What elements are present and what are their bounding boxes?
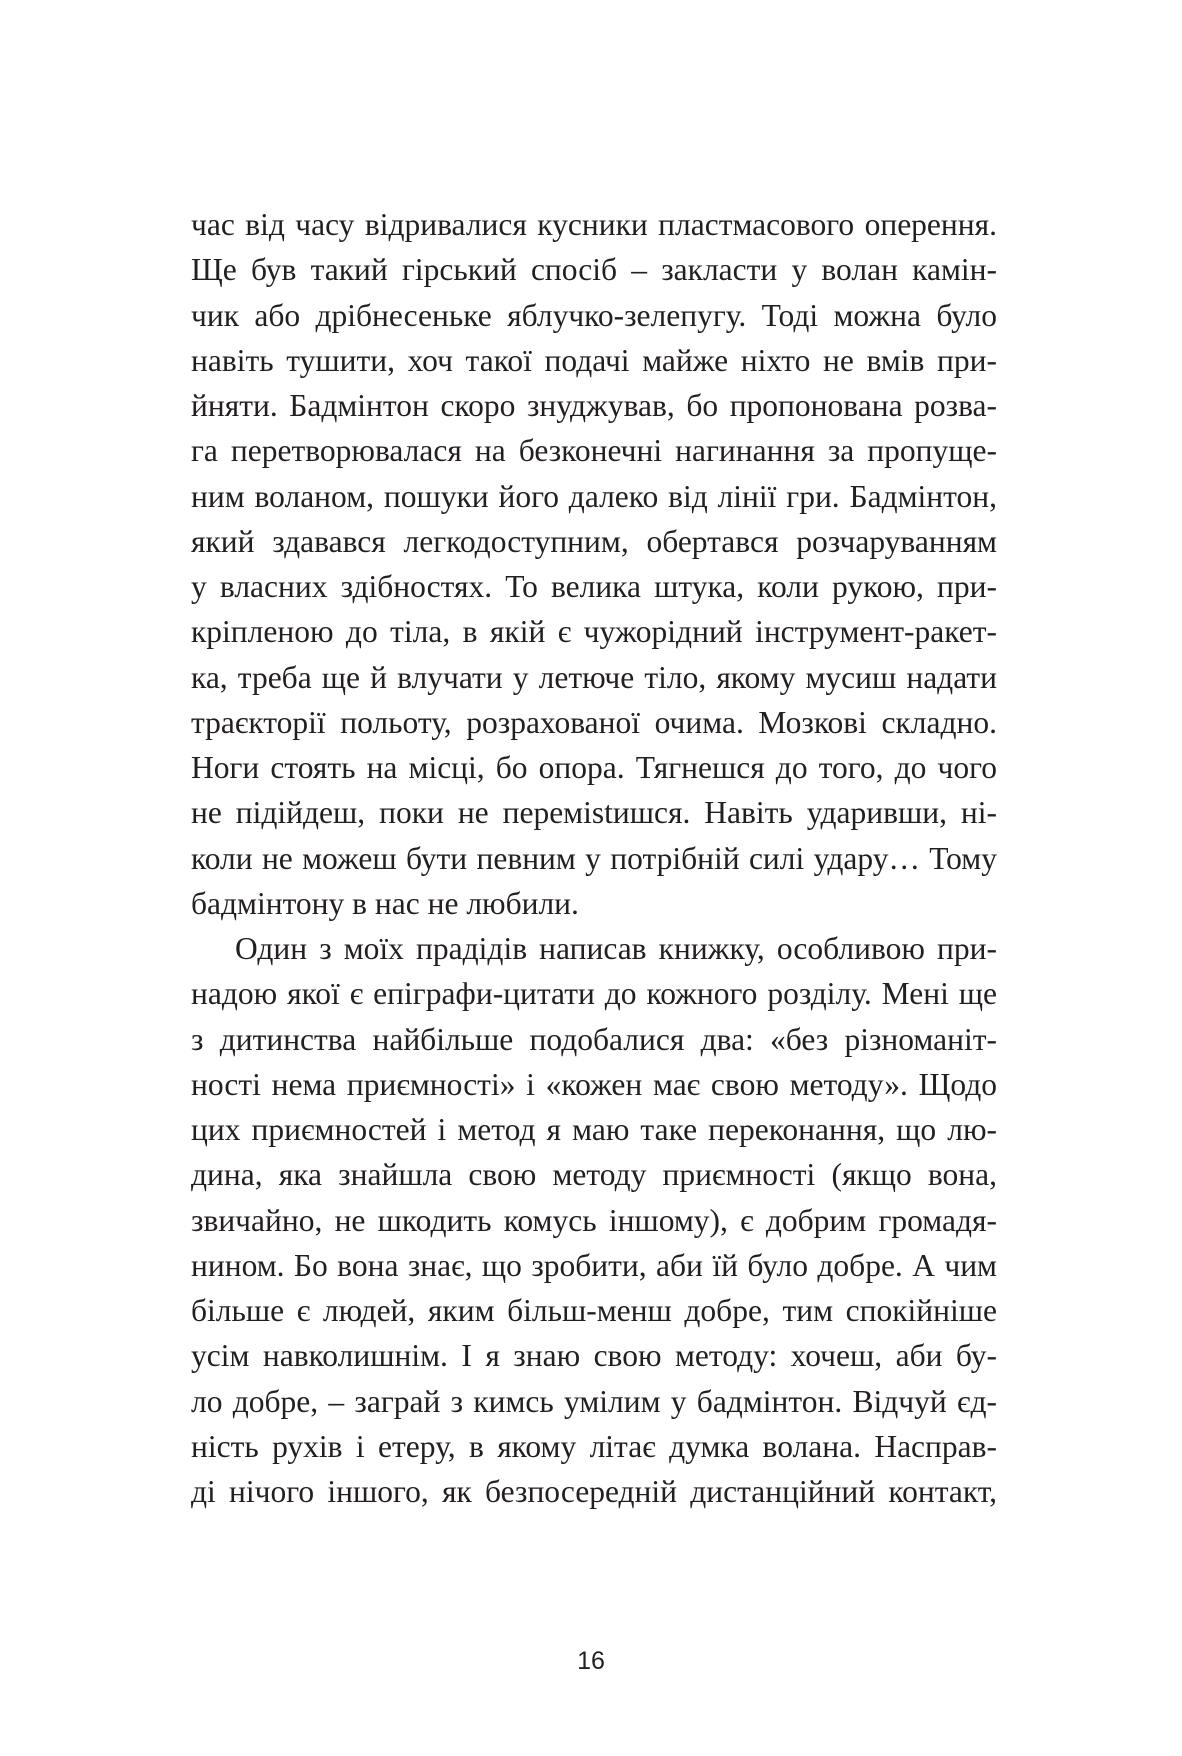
text-line: йняти. Бадмінтон скоро знуджував, бо пропонована розва-: [191, 388, 997, 423]
text-line: з дитинства найбільше подобалися два: «без різноманіт-: [191, 1021, 997, 1057]
text-line: не підійдеш, поки не переміstишся. Навіть ударивши, ні-: [191, 795, 997, 831]
text-line: ка, треба ще й влучати у летюче тіло, якому мусиш надати: [191, 659, 997, 695]
text-line: дина, яка знайшла свою методу приємності (якщо вона,: [191, 1157, 997, 1193]
body-text: [191, 202, 997, 1514]
paragraph-1: [191, 202, 997, 926]
text-line: бадмінтону в нас не любили.: [191, 885, 579, 921]
text-line: ло добре, – заграй з кимсь умілим у бадмінтон. Відчуй єд-: [191, 1383, 997, 1419]
text-line: цих приємностей і метод я маю таке переконання, що лю-: [191, 1112, 997, 1147]
text-line: ді нічого іншого, як безпосередній дистанційний контакт,: [191, 1474, 997, 1509]
text-line: чик або дрібнесеньке яблучко-зелепугу. Тоді можна було: [191, 297, 997, 333]
text-line: ності нема приємності» і «кожен має свою методу». Щодо: [191, 1066, 997, 1102]
text-line: надою якої є епіграфи-цитати до кожного розділу. Мені ще: [191, 976, 997, 1012]
text-line: у власних здібностях. То велика штука, коли рукою, при-: [191, 569, 997, 604]
text-line: Ноги стоять на місці, бо опора. Тягнешся до того, до чого: [191, 750, 997, 785]
text-line: який здавався легкодоступним, обертався розчаруванням: [191, 523, 997, 559]
text-line: Ще був такий гірський спосіб – закласти у волан камін-: [191, 252, 997, 288]
text-line: ність рухів і етеру, в якому літає думка волана. Насправ-: [191, 1428, 997, 1464]
text-line: коли не можеш бути певним у потрібній силі удару… Тому: [191, 840, 997, 876]
text-line: навіть тушити, хоч такої подачі майже ніхто не вмів при-: [191, 342, 997, 378]
page-number: 16: [577, 1647, 605, 1675]
text-line: ним воланом, пошуки його далеко від лінії гри. Бадмінтон,: [191, 478, 997, 514]
text-line: нином. Бо вона знає, що зробити, аби їй було добре. А чим: [191, 1247, 997, 1283]
paragraph-2: [191, 926, 997, 1514]
text-line: кріпленою до тіла, в якій є чужорідний інструмент-ракет-: [191, 614, 997, 650]
text-line: траєкторії польоту, розрахованої очима. Мозкові складно.: [191, 704, 997, 740]
text-line: час від часу відривалися кусники пластмасового оперення.: [191, 207, 997, 242]
text-line: Один з моїх прадідів написав книжку, особливою при-: [235, 931, 997, 966]
text-line: звичайно, не шкодить комусь іншому), є добрим громадя-: [191, 1202, 997, 1238]
text-line: га перетворювалася на безконечні нагинання за пропуще-: [191, 433, 997, 469]
text-line: більше є людей, яким більш-менш добре, тим спокійніше: [191, 1293, 997, 1328]
text-line: усім навколишнім. І я знаю свою методу: хочеш, аби бу-: [191, 1338, 997, 1374]
